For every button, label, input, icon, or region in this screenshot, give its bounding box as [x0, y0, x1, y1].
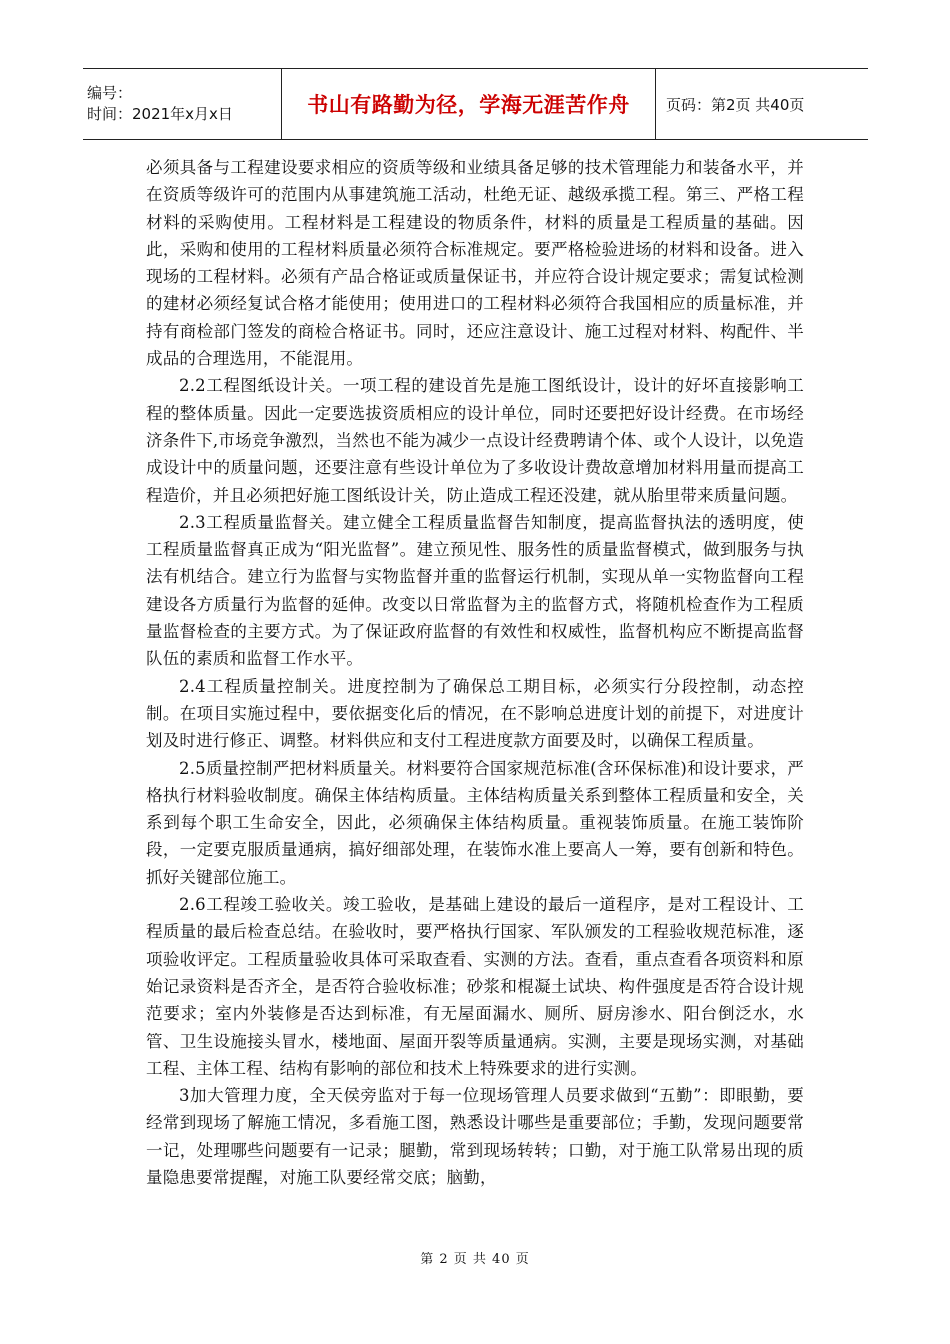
header-meta	[83, 69, 281, 139]
document-body	[146, 154, 804, 1191]
paragraph-2-6-completion-acceptance: 2.6工程竣工验收关。竣工验收，是基础上建设的最后一道程序，是对工程设计、工程质量的最后检查总结。在验收时，要严格执行国家、军队颁发的工程验收规范标准，逐项验收评定。工程质量验收具体可采取查看、实测的方法。查看，重点查看各项资料和原始记录资料是否齐全，是否符合验收标准；砂浆和棍凝土试块、构件强度是否符合设计规范要求；室内外装修是否达到标准，有无屋面漏水、厕所、厨房渗水、阳台倒泛水，水管、卫生设施接头冒水，楼地面、屋面开裂等质量通病。实测，主要是现场实测，对基础工程、主体工程、结构有影响的部位和技术上特殊要求的进行实测。	[146, 895, 804, 1078]
header-page-cell	[656, 69, 868, 139]
page-footer: 第 2 页 共 40 页	[420, 1252, 530, 1267]
page-header	[83, 68, 868, 140]
paragraph-3-management: 3加大管理力度，全天侯旁监对于每一位现场管理人员要求做到“五勤”：即眼勤，要经常到现场了解施工情况，多看施工图，熟悉设计哪些是重要部位；手勤，发现问题要常一记，处理哪些问题要有一记录；腿勤，常到现场转转；口勤，对于施工队常易出现的质量隐患要常提醒，对施工队要经常交底；脑勤，	[146, 1086, 804, 1187]
paragraph-2-5-material-quality: 2.5质量控制严把材料质量关。材料要符合国家规范标准(含环保标准)和设计要求，严格执行材料验收制度。确保主体结构质量。主体结构质量关系到整体工程质量和安全，关系到每个职工生命安全，因此，必须确保主体结构质量。重视装饰质量。在施工装饰阶段，一定要克服质量通病，搞好细部处理，在装饰水准上要高人一筹，要有创新和特色。抓好关键部位施工。	[146, 758, 804, 887]
document-number-label: 编号：	[87, 84, 133, 102]
paragraph-2-4-quality-control: 2.4工程质量控制关。进度控制为了确保总工期目标，必须实行分段控制，动态控制。在项目实施过程中，要依据变化后的情况，在不影响总进度计划的前提下，对进度计划及时进行修正、调整。材料供应和支付工程进度款方面要及时，以确保工程质量。	[146, 676, 804, 751]
paragraph-2-2-drawing-design: 2.2工程图纸设计关。一项工程的建设首先是施工图纸设计，设计的好坏直接影响工程的整体质量。因此一定要选拔资质相应的设计单位，同时还要把好设计经费。在市场经济条件下,市场竞争激烈，当然也不能为减少一点设计经费聘请个体、或个人设计，以免造成设计中的质量问题，还要注意有些设计单位为了多收设计费故意增加材料用量而提高工程造价，并且必须把好施工图纸设计关，防止造成工程还没建，就从胎里带来质量问题。	[146, 376, 804, 505]
paragraph-2-3-quality-supervision: 2.3工程质量监督关。建立健全工程质量监督告知制度，提高监督执法的透明度，使工程质量监督真正成为“阳光监督”。建立预见性、服务性的质量监督模式，做到服务与执法有机结合。建立行为监督与实物监督并重的监督运行机制，实现从单一实物监督向工程建设各方质量行为监督的延伸。改变以日常监督为主的监督方式，将随机检查作为工程质量监督检查的主要方式。为了保证政府监督的有效性和权威性，监督机构应不断提高监督队伍的素质和监督工作水平。	[146, 512, 804, 669]
header-motto: 书山有路勤为径，学海无涯苦作舟	[307, 93, 630, 117]
header-motto-cell	[281, 69, 656, 139]
header-page-number: 页码：第2页 共40页	[666, 95, 805, 114]
document-date-label: 时间：2021年x月x日	[87, 105, 233, 123]
paragraph-continuation: 必须具备与工程建设要求相应的资质等级和业绩具备足够的技术管理能力和装备水平，并在资质等级许可的范围内从事建筑施工活动，杜绝无证、越级承揽工程。第三、严格工程材料的采购使用。工程材料是工程建设的物质条件，材料的质量是工程质量的基础。因此，采购和使用的工程材料质量必须符合标准规定。要严格检验进场的材料和设备。进入现场的工程材料。必须有产品合格证或质量保证书，并应符合设计规定要求；需复试检测的建材必须经复试合格才能使用；使用进口的工程材料必须符合我国相应的质量标准，并持有商检部门签发的商检合格证书。同时，还应注意设计、施工过程对材料、构配件、半成品的合理选用，不能混用。	[146, 158, 804, 369]
